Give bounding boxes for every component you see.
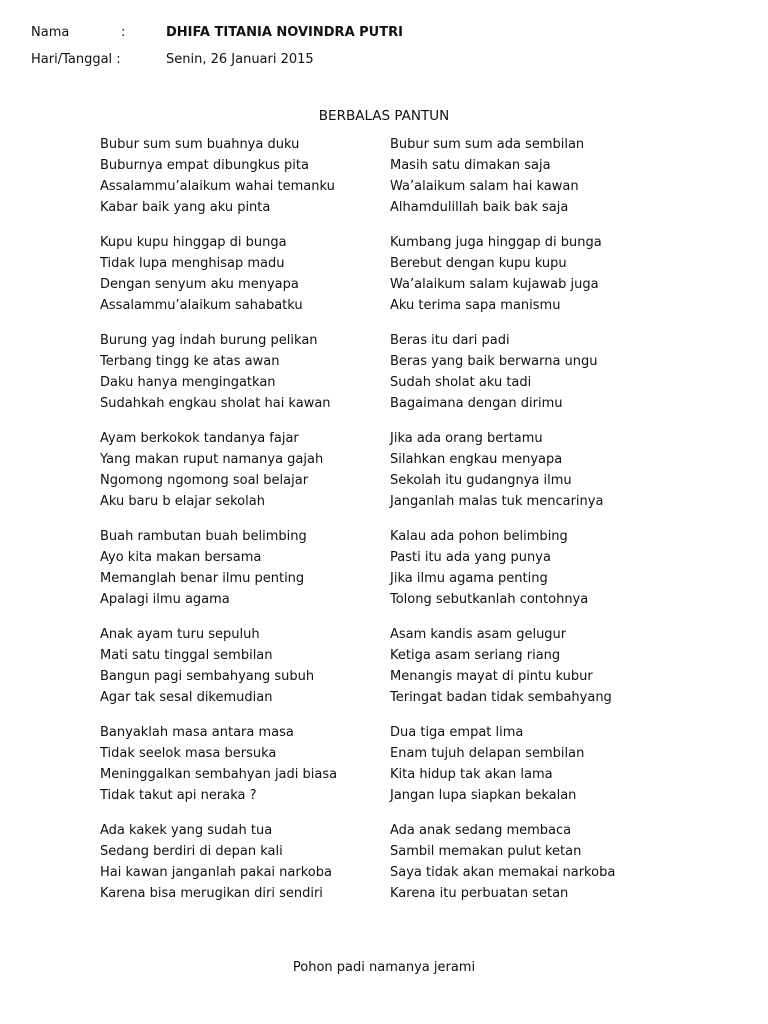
pantun-line: Memanglah benar ilmu penting	[100, 571, 305, 586]
pantun-line: Enam tujuh delapan sembilan	[390, 746, 585, 761]
pantun-line: Ada anak sedang membaca	[390, 823, 572, 838]
pantun-line: Anak ayam turu sepuluh	[100, 627, 260, 642]
pantun-line: Kalau ada pohon belimbing	[390, 529, 568, 544]
stanza-left	[100, 820, 337, 904]
stanza-right	[390, 232, 615, 316]
pantun-line: Aku terima sapa manismu	[390, 298, 561, 313]
stanza-right	[390, 330, 615, 414]
pantun-line: Buburnya empat dibungkus pita	[100, 158, 309, 173]
pantun-line: Daku hanya mengingatkan	[100, 375, 276, 390]
pantun-line: Berebut dengan kupu kupu	[390, 256, 567, 271]
stanza-right	[390, 526, 615, 610]
pantun-line: Saya tidak akan memakai narkoba	[390, 865, 616, 880]
pantun-line: Jika ada orang bertamu	[390, 431, 543, 446]
pantun-line: Meninggalkan sembahyan jadi biasa	[100, 767, 338, 782]
pantun-line: Silahkan engkau menyapa	[390, 452, 563, 467]
pantun-line: Wa’alaikum salam kujawab juga	[390, 277, 599, 292]
pantun-line: Dua tiga empat lima	[390, 725, 524, 740]
pantun-line: Ketiga asam seriang riang	[390, 648, 561, 663]
stanza-right	[390, 722, 615, 806]
pantun-line: Kabar baik yang aku pinta	[100, 200, 271, 215]
pantun-line: Menangis mayat di pintu kubur	[390, 669, 593, 684]
tanggal-label: Hari/Tanggal :	[31, 52, 121, 67]
pantun-line: Jika ilmu agama penting	[390, 571, 548, 586]
pantun-line: Janganlah malas tuk mencarinya	[390, 494, 604, 509]
pantun-line: Bubur sum sum buahnya duku	[100, 137, 300, 152]
pantun-line: Mati satu tinggal sembilan	[100, 648, 273, 663]
pantun-line: Wa’alaikum salam hai kawan	[390, 179, 579, 194]
nama-colon: :	[121, 25, 126, 40]
stanza-left	[100, 624, 337, 708]
pantun-line: Beras yang baik berwarna ungu	[390, 354, 598, 369]
pantun-line: Pasti itu ada yang punya	[390, 550, 551, 565]
pantun-line: Tidak takut api neraka ?	[100, 788, 257, 803]
pantun-line: Bubur sum sum ada sembilan	[390, 137, 585, 152]
pantun-line: Tolong sebutkanlah contohnya	[390, 592, 589, 607]
pantun-line: Tidak seelok masa bersuka	[100, 746, 277, 761]
pantun-line: Bangun pagi sembahyang subuh	[100, 669, 315, 684]
nama-label: Nama	[31, 25, 70, 40]
stanza-left	[100, 330, 337, 414]
stanza-right	[390, 134, 615, 218]
stanza-right	[390, 624, 615, 708]
pantun-line: Jangan lupa siapkan bekalan	[390, 788, 577, 803]
stanza-right	[390, 820, 615, 904]
pantun-line: Asam kandis asam gelugur	[390, 627, 567, 642]
pantun-line: Assalammu’alaikum wahai temanku	[100, 179, 335, 194]
nama-value: DHIFA TITANIA NOVINDRA PUTRI	[166, 25, 403, 40]
pantun-line: Terbang tingg ke atas awan	[100, 354, 280, 369]
pantun-line: Bagaimana dengan dirimu	[390, 396, 563, 411]
pantun-line: Sekolah itu gudangnya ilmu	[390, 473, 572, 488]
pantun-line: Banyaklah masa antara masa	[100, 725, 294, 740]
page-title: BERBALAS PANTUN	[318, 108, 450, 124]
pantun-line: Ayam berkokok tandanya fajar	[100, 431, 299, 446]
pantun-line: Kumbang juga hinggap di bunga	[390, 235, 602, 250]
pantun-left-column	[100, 134, 337, 918]
pantun-line: Sudahkah engkau sholat hai kawan	[100, 396, 331, 411]
pantun-line: Ayo kita makan bersama	[100, 550, 262, 565]
pantun-line: Buah rambutan buah belimbing	[100, 529, 307, 544]
pantun-line: Agar tak sesal dikemudian	[100, 690, 273, 705]
stanza-left	[100, 722, 337, 806]
pantun-line: Aku baru b elajar sekolah	[100, 494, 265, 509]
pantun-line: Alhamdulillah baik bak saja	[390, 200, 569, 215]
pantun-right-column	[390, 134, 615, 918]
stanza-right	[390, 428, 615, 512]
stanza-left	[100, 134, 337, 218]
pantun-line: Sambil memakan pulut ketan	[390, 844, 582, 859]
pantun-line: Burung yag indah burung pelikan	[100, 333, 318, 348]
pantun-line: Teringat badan tidak sembahyang	[390, 690, 612, 705]
pantun-line: Yang makan ruput namanya gajah	[100, 452, 324, 467]
pantun-line: Sedang berdiri di depan kali	[100, 844, 283, 859]
stanza-left	[100, 526, 337, 610]
pantun-line: Kupu kupu hinggap di bunga	[100, 235, 287, 250]
pantun-line: Apalagi ilmu agama	[100, 592, 230, 607]
pantun-line: Ngomong ngomong soal belajar	[100, 473, 309, 488]
pantun-line: Ada kakek yang sudah tua	[100, 823, 273, 838]
pantun-line: Karena bisa merugikan diri sendiri	[100, 886, 323, 901]
pantun-line: Dengan senyum aku menyapa	[100, 277, 299, 292]
stanza-left	[100, 428, 337, 512]
pantun-line: Karena itu perbuatan setan	[390, 886, 569, 901]
stanza-left	[100, 232, 337, 316]
pantun-line: Assalammu’alaikum sahabatku	[100, 298, 303, 313]
tanggal-value: Senin, 26 Januari 2015	[166, 52, 314, 67]
pantun-line: Sudah sholat aku tadi	[390, 375, 532, 390]
footer-line: Pohon padi namanya jerami	[292, 960, 476, 975]
pantun-line: Kita hidup tak akan lama	[390, 767, 553, 782]
pantun-line: Beras itu dari padi	[390, 333, 510, 348]
pantun-line: Hai kawan janganlah pakai narkoba	[100, 865, 332, 880]
pantun-line: Tidak lupa menghisap madu	[100, 256, 285, 271]
pantun-line: Masih satu dimakan saja	[390, 158, 551, 173]
